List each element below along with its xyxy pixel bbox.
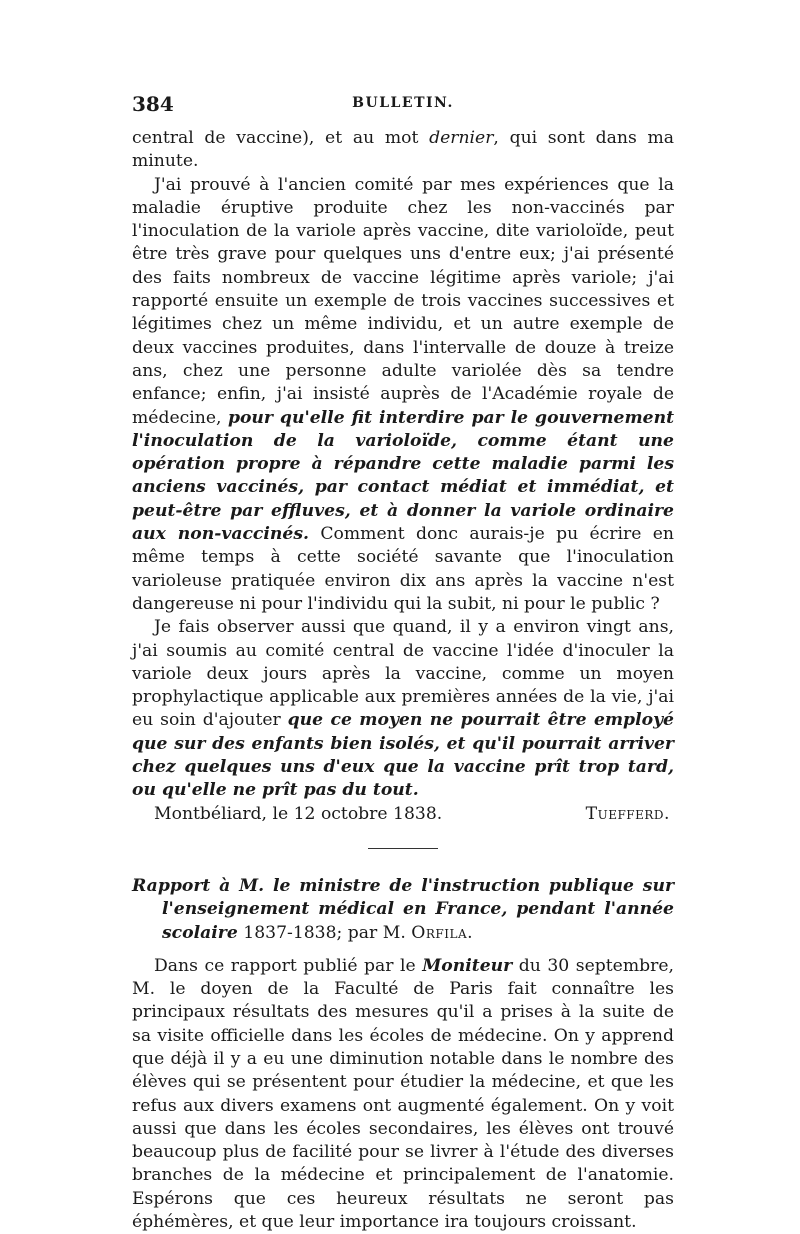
report-body-b: du 30 septembre, M. le doyen de la Faculté de Paris fait connaître les principaux résultats des mesures qu'il a prises à la suite de sa visite officielle dans les écoles de médecine. On y apprend que déjà il y a eu une diminution notable dans le nombre des élèves qui se présentent pour étudier la médecine, et que les refus aux divers examens ont augmenté également. On y voit aussi que dans les écoles secondaires, les élèves ont trouvé beaucoup plus de facilité pour se livrer à l'étude des diverses branches de la médecine et principalement de l'anatomie. Espérons que ces heureux résultats ne seront pas éphémères, et que leur importance ira toujours croissant. [132, 955, 675, 1233]
signature: Tuefferd. [585, 803, 670, 824]
p3-emphasis: que ce moyen ne pourrait être employé que sur des enfants bien isolés, et qu'il pourrait arriver chez quelques uns d'eux que la vaccine prît trop tard, ou qu'elle ne prît pas du tout. [132, 710, 674, 801]
report-body [132, 955, 674, 1234]
section-divider [368, 848, 438, 849]
paragraph-continuation [132, 127, 674, 174]
report-title-italic: Rapport à M. le ministre de l'instruction publique sur l'enseignement médical en France, pendant l'année scolaire [132, 875, 674, 943]
page-content [132, 127, 674, 1234]
p1-emphasis: dernier [429, 128, 494, 148]
paragraph-observation [132, 616, 674, 802]
p1-text: central de vaccine), et au mot [132, 128, 419, 148]
page-number: 384 [132, 92, 174, 116]
report-author: Orfila. [411, 922, 474, 943]
p1-end: , qui sont dans ma minute. [132, 128, 674, 172]
signature-line [132, 803, 674, 826]
place-date: Montbéliard, le 12 octobre 1838. [154, 803, 443, 824]
report-body-a: Dans ce rapport publié par le [154, 955, 416, 976]
paragraph-proof [132, 174, 674, 617]
report-moniteur: Moniteur [422, 955, 513, 976]
report-title [132, 875, 674, 945]
p2-end: Comment donc aurais-je pu écrire en même temps à cette société savante que l'inoculation varioleuse pratiquée environ dix ans après la vaccine n'est dangereuse ni pour l'individu qui la subit, ni pour le public ? [132, 524, 674, 614]
page-header [132, 92, 674, 122]
p2-emphasis: pour qu'elle fit interdire par le gouvernement l'inoculation de la varioloïde, comme étant une opération propre à répandre cette maladie parmi les anciens vaccinés, par contact médiat et immédiat, et peut-être par effluves, et à donner la variole ordinaire aux non-vaccinés. [132, 407, 675, 545]
running-title: BULLETIN. [352, 95, 454, 111]
report-title-years: 1837-1838; par M. [243, 922, 406, 943]
p3-text: Je fais observer aussi que quand, il y a environ vingt ans, j'ai soumis au comité central de vaccine l'idée d'inoculer la variole deux jours après la vaccine, comme un moyen prophylactique applicable aux premières années de la vie, j'ai eu soin d'ajouter [132, 617, 674, 731]
p2-text: J'ai prouvé à l'ancien comité par mes expériences que la maladie éruptive produite chez les non-vaccinés par l'inoculation de la variole après vaccine, dite varioloïde, peut être très grave pour quelques uns d'entre eux; j'ai présenté des faits nombreux de vaccine légitime après variole; j'ai rapporté ensuite un exemple de trois vaccines successives et légitimes chez un même individu, et un autre exemple de deux vaccines produites, dans l'intervalle de douze à treize ans, chez une personne adulte variolée dès sa tendre enfance; enfin, j'ai insisté auprès de l'Académie royale de médecine, [132, 174, 674, 428]
